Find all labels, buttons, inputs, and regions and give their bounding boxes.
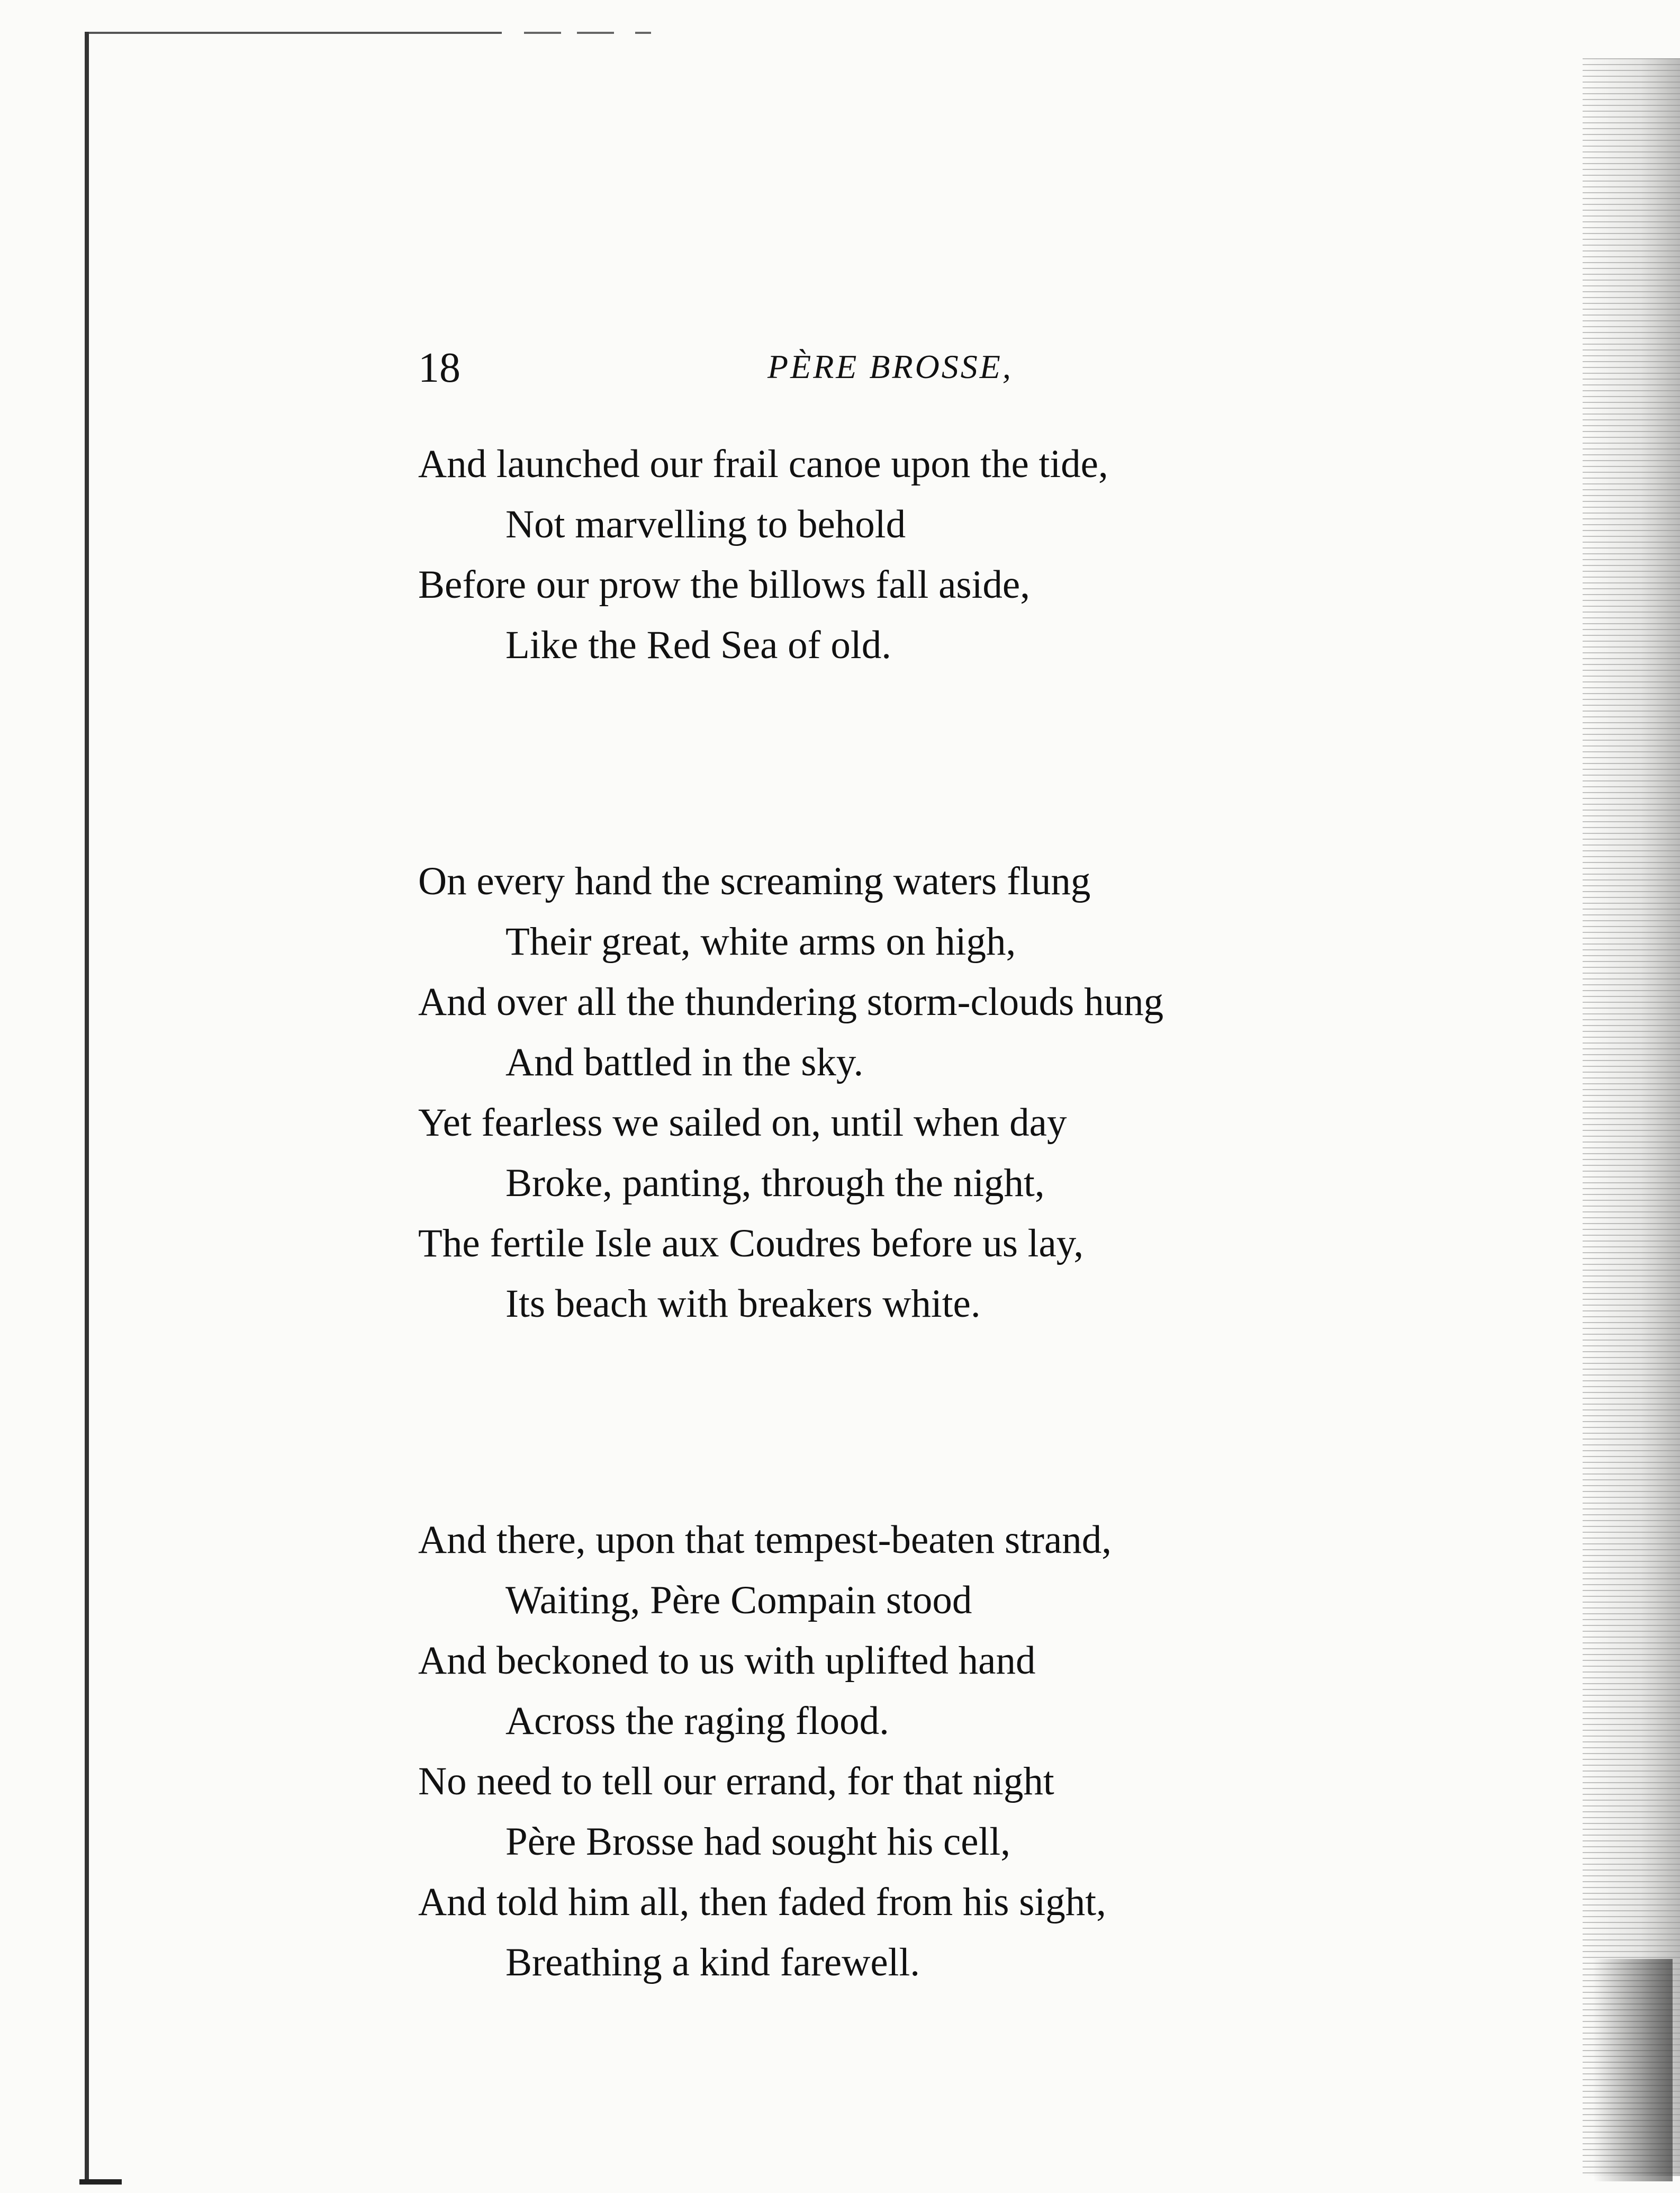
poem-line-indented: Like the Red Sea of old.	[505, 623, 891, 667]
poem-line-indented: And battled in the sky.	[505, 1040, 864, 1084]
poem-line-indented: Across the raging flood.	[505, 1699, 889, 1743]
poem-line: And told him all, then faded from his sight,	[418, 1880, 1106, 1924]
scan-bottom-edge	[79, 2179, 122, 2185]
poem-line: And over all the thundering storm-clouds hung	[418, 980, 1164, 1024]
poem-line-indented: Père Brosse had sought his cell,	[505, 1820, 1011, 1864]
poem-line: And beckoned to us with uplifted hand	[418, 1639, 1036, 1683]
scan-left-edge	[85, 32, 89, 2181]
scan-top-dash	[524, 32, 561, 34]
running-head	[418, 344, 1159, 402]
scan-right-edge	[1583, 58, 1680, 2176]
poem-line-indented: Breathing a kind farewell.	[505, 1940, 920, 1984]
poem-line: No need to tell our errand, for that night	[418, 1759, 1054, 1803]
poem-line: The fertile Isle aux Coudres before us lay,	[418, 1221, 1084, 1265]
scan-top-edge	[89, 32, 502, 34]
poem-line: On every hand the screaming waters flung	[418, 859, 1091, 903]
poem-line: And there, upon that tempest-beaten strand,	[418, 1518, 1112, 1562]
stanza-2	[418, 851, 1424, 1334]
running-title: PÈRE BROSSE,	[767, 348, 1013, 385]
poem-line-indented: Its beach with breakers white.	[505, 1282, 981, 1326]
poem-line-indented: Their great, white arms on high,	[505, 920, 1016, 964]
stanza-break	[418, 1334, 1424, 1510]
poem	[418, 434, 1424, 1993]
scan-right-shadow	[1593, 1959, 1673, 2181]
poem-line-indented: Broke, panting, through the night,	[505, 1161, 1045, 1205]
stanza-3	[418, 1510, 1424, 1993]
page-number: 18	[418, 345, 460, 391]
poem-line: Yet fearless we sailed on, until when day	[418, 1101, 1067, 1145]
poem-line-indented: Waiting, Père Compain stood	[505, 1578, 972, 1622]
stanza-break	[418, 676, 1424, 851]
poem-line: And launched our frail canoe upon the tide,	[418, 442, 1108, 486]
scan-top-dash	[577, 32, 614, 34]
stanza-1	[418, 434, 1424, 676]
poem-line-indented: Not marvelling to behold	[505, 502, 906, 546]
poem-line: Before our prow the billows fall aside,	[418, 563, 1030, 607]
scan-top-dash	[635, 32, 651, 34]
